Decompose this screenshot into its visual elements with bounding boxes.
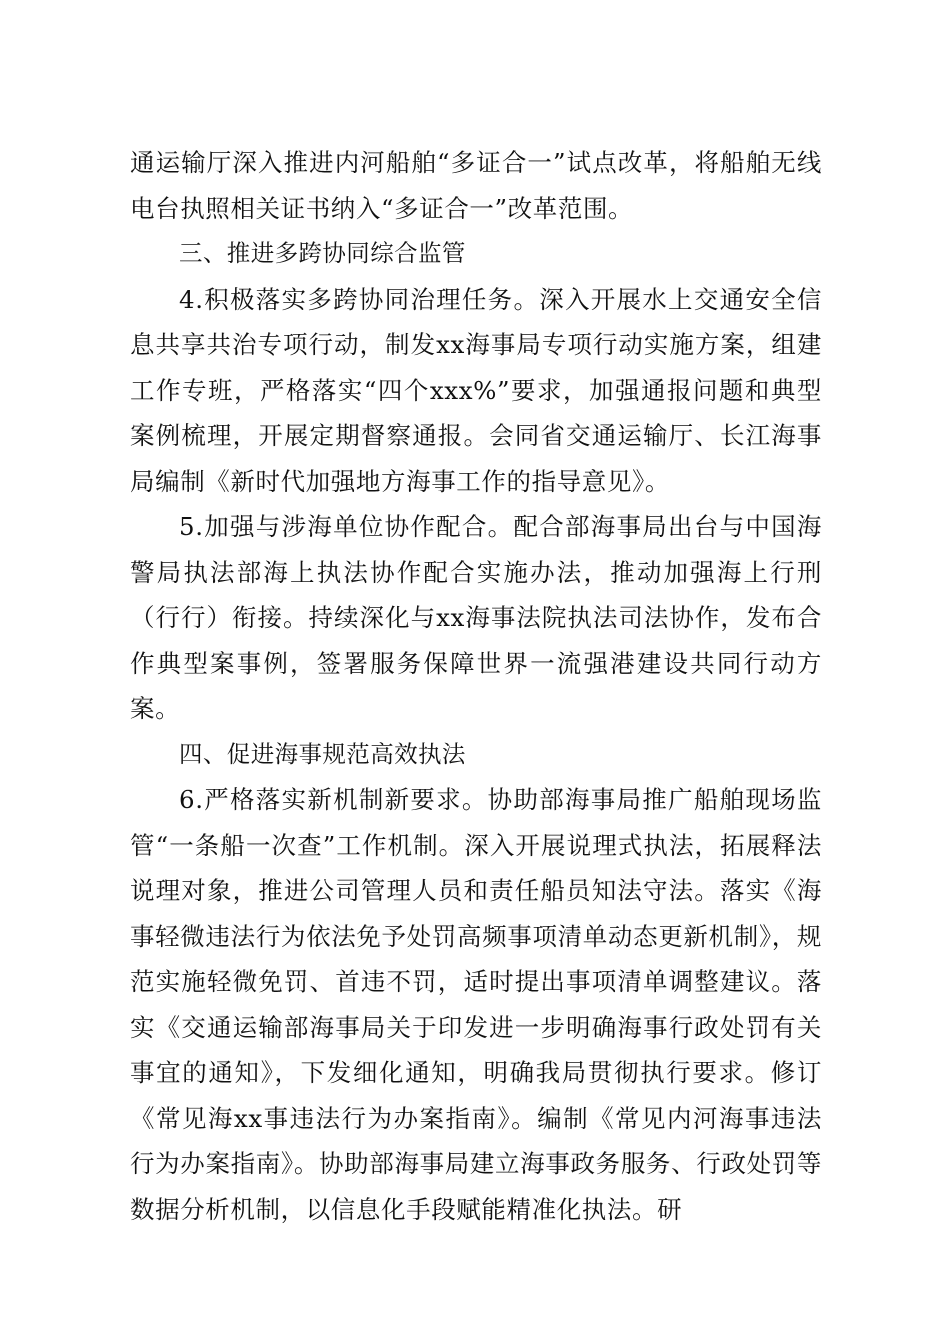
section-heading-4: 四、促进海事规范高效执法 [179, 739, 466, 768]
paragraph-item-6: 6.严格落实新机制新要求。协助部海事局推广船舶现场监管“一条船一次查”工作机制。深入开展说理式执法，拓展释法说理对象，推进公司管理人员和责任船员知法守法。落实《海事轻微违法行为依法免予处罚高频事项清单动态更新机制》，规范实施轻微免罚、首违不罚，适时提出事项清单调整建议。落实《交通运输部海事局关于印发进一步明确海事行政处罚有关事宜的通知》，下发细化通知，明确我局贯彻执行要求。修订《常见海xx事违法行为办案指南》。编制《常见内河海事违法行为办案指南》。协助部海事局建立海事政务服务、行政处罚等数据分析机制，以信息化手段赋能精准化执法。研 [130, 785, 822, 1224]
paragraph-item-5: 5.加强与涉海单位协作配合。配合部海事局出台与中国海警局执法部海上执法协作配合实施办法，推动加强海上行刑（行行）衔接。持续深化与xx海事法院执法司法协作，发布合作典型案事例，签署服务保障世界一流强港建设共同行动方案。 [130, 512, 822, 723]
paragraph-item-4: 4.积极落实多跨协同治理任务。深入开展水上交通安全信息共享共治专项行动，制发xx海事局专项行动实施方案，组建工作专班，严格落实“四个xxx%”要求，加强通报问题和典型案例梳理，开展定期督察通报。会同省交通运输厅、长江海事局编制《新时代加强地方海事工作的指导意见》。 [130, 284, 822, 496]
section-heading-3: 三、推进多跨协同综合监管 [179, 239, 466, 267]
document-body [130, 140, 822, 1232]
paragraph-continuation: 通运输厅深入推进内河船舶“多证合一”试点改革，将船舶无线电台执照相关证书纳入“多证合一”改革范围。 [130, 148, 822, 223]
